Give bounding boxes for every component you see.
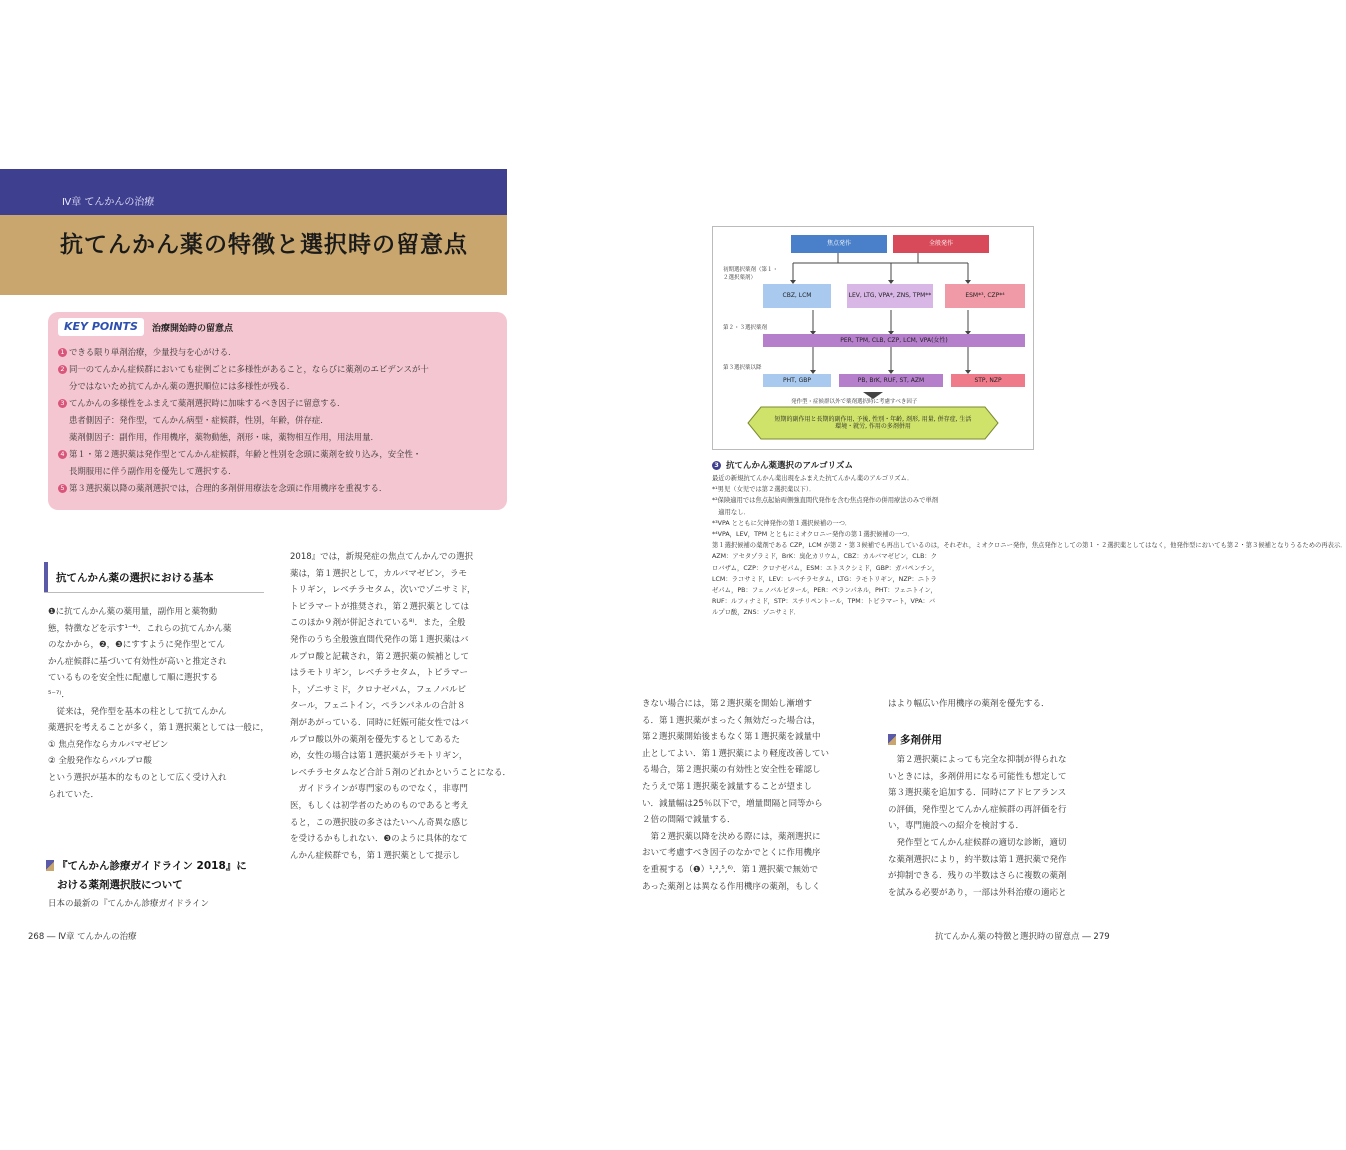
point-text: できる限り単剤治療，少量投与を心がける． <box>69 347 237 357</box>
text-line: たうえで第１選択薬を減量することが望まし <box>642 782 813 792</box>
section-heading-guideline-1: 『てんかん診療ガイドライン 2018』に <box>57 860 247 872</box>
first-choice-label: 初期選択薬剤（第１・２選択薬剤） <box>723 267 779 281</box>
text-line: ルプロ酸と記載され，第２選択薬の候補として <box>290 651 470 662</box>
section-heading-polytherapy: 多剤併用 <box>900 734 942 746</box>
pht-gbp-box: PHT, GBP <box>763 374 831 387</box>
section-marker-icon <box>46 860 54 871</box>
text-line: AZM：アセタゾラミド，BrK：臭化カリウム，CBZ：カルバマゼピン，CLB：ク <box>712 553 938 561</box>
text-line: ロバザム，CZP：クロナゼパム，ESM：エトスクシミド，GBP：ガバペンチン， <box>712 564 939 572</box>
text-line: ルプロ酸，ZNS：ゾニサミド． <box>712 609 800 617</box>
text-line <box>58 361 429 378</box>
point-number-badge: 2 <box>58 365 67 374</box>
text-line: 日本の最新の『てんかん診療ガイドライン <box>48 899 209 909</box>
text-line: ⁵⁻⁷⁾． <box>48 690 70 700</box>
key-points-badge: KEY POINTS <box>58 318 144 336</box>
text-line: トピラマートが推奨され，第２選択薬としては <box>290 601 470 612</box>
text-line: はより幅広い作用機序の薬剤を優先する． <box>888 699 1050 709</box>
text-line: ているものを安全性に配慮して順に選択する <box>48 673 219 684</box>
caption-title-text: 抗てんかん薬選択のアルゴリズム <box>725 461 853 471</box>
text-line <box>58 480 387 497</box>
text-line: 剤があがっている．同時に妊娠可能女性ではバ <box>290 718 469 728</box>
text-line: LCM：ラコサミド，LEV：レベチラセタム，LTG：ラモトリギン，NZP：ニトラ <box>712 575 937 583</box>
stp-nzp-box: STP, NZP <box>951 374 1025 387</box>
text-line: ❶に抗てんかん薬の薬用量，副作用と薬物動 <box>48 607 218 617</box>
key-points-heading: 治療開始時の留意点 <box>152 324 234 334</box>
point-number-badge: 1 <box>58 348 67 357</box>
text-line: *³VPA とともに欠神発作の第１選択候補の一つ． <box>712 519 852 527</box>
text-line: 薬は，第１選択として，カルバマゼピン，ラモ <box>290 568 468 579</box>
text-line: 薬選択を考えることが多く，第１選択薬としては一般に， <box>48 723 269 734</box>
text-line: かん症候群に基づいて有効性が高いと推定され <box>48 656 227 667</box>
text-line: を受けるかもしれない．❸のように具体的なて <box>290 834 468 845</box>
lev-ltg-box: LEV, LTG, VPA*, ZNS, TPM** <box>847 284 933 308</box>
point-text: てんかんの多様性をふまえて薬剤選択時に加味するべき因子に留意する． <box>69 398 346 408</box>
point-text: 分ではないため抗てんかん薬の選択順位には多様性が残る． <box>69 381 296 391</box>
point-text: 第１・第２選択薬は発作型とてんかん症候群，年齢と性別を念頭に薬剤を絞り込み，安全性・ <box>69 449 422 459</box>
text-line: られていた． <box>48 789 100 800</box>
third-choice-label: 第３選択薬以降 <box>723 365 762 371</box>
text-line: ると，この選択肢の多さはたいへん奇異な感じ <box>290 817 469 828</box>
section-marker-icon <box>888 734 896 745</box>
text-line: め，女性の場合は第１選択薬がラモトリギン， <box>290 751 468 762</box>
text-line: 最近の新規抗てんかん薬出現をふまえた抗てんかん薬のアルゴリズム． <box>712 475 914 482</box>
text-line: のなかから，❷，❸にすすように発作型とてん <box>48 640 225 651</box>
text-line <box>58 446 421 463</box>
text-line: 態，特徴などを示す¹⁻⁴⁾．これらの抗てんかん薬 <box>48 623 232 634</box>
caption-number-badge: 3 <box>712 461 721 470</box>
point-text: 患者側因子：発作型，てんかん病型・症候群，性別，年齢，併存症． <box>69 415 329 425</box>
text-line: きない場合には，第２選択薬を開始し漸増す <box>642 699 813 709</box>
second-choice-label: 第２・３選択薬剤 <box>723 325 768 331</box>
text-line <box>58 395 345 412</box>
text-line: ② 全般発作ならバルプロ酸 <box>48 756 152 767</box>
section-heading-guideline-2: おける薬剤選択肢について <box>57 879 183 891</box>
figure-caption-title <box>712 459 853 471</box>
text-line: あった薬剤とは異なる作用機序の薬剤，もしく <box>642 881 821 892</box>
page-title: 抗てんかん薬の特徴と選択時の留意点 <box>60 232 468 258</box>
footer-right: 抗てんかん薬の特徴と選択時の留意点 ― 279 <box>935 932 1110 942</box>
text-line: ① 焦点発作ならカルバマゼピン <box>48 739 169 750</box>
point-number-badge: 5 <box>58 484 67 493</box>
factors-label: 発作型・症候群以外で薬剤選択時に考慮すべき因子 <box>791 399 918 405</box>
text-line: 発作のうち全般強直間代発作の第１選択薬はバ <box>290 635 469 645</box>
text-line: ゼパム，PB：フェノバルビタール，PER：ペランパネル，PHT：フェニトイン， <box>712 587 937 594</box>
focal-seizure-box: 焦点発作 <box>791 235 887 253</box>
text-line: という選択が基本的なものとして広く受け入れ <box>48 773 227 783</box>
point-text: 長期服用に伴う副作用を優先して選択する． <box>69 466 237 476</box>
algorithm-figure <box>712 226 1034 450</box>
text-line: 発作型とてんかん症候群の適切な診断，適切 <box>888 838 1067 848</box>
text-line <box>58 412 329 429</box>
text-line: ト，ゾニサミド，クロナゼパム，フェノバルビ <box>290 684 466 695</box>
point-text: 第３選択薬以降の薬剤選択では，合理的多剤併用療法を念頭に作用機序を重視する． <box>69 483 388 493</box>
factors-box: 短期的副作用と長期的副作用, 予後, 性別・年齢, 剤形, 用量, 併存症, 生活環境・就労, 作用の多剤併用 <box>774 415 972 430</box>
text-line: 医，もしくは初学者のためのものであると考え <box>290 801 469 811</box>
text-line: な薬剤選択により，約半数は第１選択薬で発作 <box>888 854 1067 865</box>
text-line: 2018』では，新規発症の焦点てんかんでの選択 <box>290 552 474 562</box>
text-line <box>58 344 237 361</box>
pb-brk-box: PB, BrK, RUF, ST, AZM <box>839 374 943 387</box>
text-line: い，専門施設への紹介を検討する． <box>888 821 1025 832</box>
text-line: 適用なし． <box>712 508 750 516</box>
text-line: を試みる必要があり，一部は外科治療の適応と <box>888 887 1067 898</box>
point-text: 同一のてんかん症候群においても症例ごとに多様性があること，ならびに薬剤のエビデンスが十 <box>69 364 429 374</box>
text-line: る場合，第２選択薬の有効性と安全性を確認し <box>642 765 821 776</box>
text-line: 第２選択薬以降を決める際には，薬剤選択に <box>642 831 821 842</box>
text-line: ルプロ酸以外の薬剤を優先するとしてあるた <box>290 734 461 745</box>
text-line: が抑制できる．残りの半数はさらに複数の薬剤 <box>888 871 1067 882</box>
text-line: レベチラセタムなど合計５剤のどれかということになる． <box>290 767 512 778</box>
text-line: い．減量幅は25％以下で，増量間隔と同等から <box>642 798 823 809</box>
chapter-label: Ⅳ章 てんかんの治療 <box>62 197 155 208</box>
text-line: はラモトリギン，レベチラセタム，トピラマー <box>290 668 468 679</box>
text-line: いときには，多剤併用になる可能性も想定して <box>888 771 1067 782</box>
text-line: を重視する（❶）¹,²,⁵,⁶⁾．第１選択薬で無効で <box>642 865 818 875</box>
text-line: ２倍の間隔で減量する． <box>642 815 736 826</box>
text-line: んかん症候群でも，第１選択薬として提示し <box>290 850 461 861</box>
text-line <box>58 429 379 446</box>
text-line: 止としてよい．第１選択薬により軽度改善してい <box>642 748 830 759</box>
text-line: RUF：ルフィナミド，STP：スチリペントール，TPM：トピラマート，VPA：バ <box>712 598 936 606</box>
text-line: このほか９剤が併記されている⁸⁾．また，全般 <box>290 618 466 629</box>
footer-left: 268 ― Ⅳ章 てんかんの治療 <box>28 932 137 942</box>
second-choice-box: PER, TPM, CLB, CZP, LCM, VPA(女性) <box>763 334 1025 347</box>
esm-czp-box: ESM*³, CZP*⁴ <box>945 284 1025 308</box>
text-line <box>58 463 237 480</box>
text-line: 第２選択薬開始後まもなく第１選択薬を減量中 <box>642 732 821 743</box>
text-line: *¹男児（女児では第２選択薬以下）． <box>712 486 816 494</box>
text-line: トリギン，レベチラセタム，次いでゾニサミド， <box>290 585 476 596</box>
text-line: おいて考慮すべき因子のなかでとくに作用機序 <box>642 848 821 859</box>
section-heading-basics: 抗てんかん薬の選択における基本 <box>56 572 214 584</box>
chapter-bar <box>0 169 507 215</box>
text-line: ガイドラインが専門家のものでなく，非専門 <box>290 784 468 795</box>
text-line: 第２選択薬によっても完全な抑制が得られな <box>888 755 1067 765</box>
text-line: タール，フェニトイン，ペランパネルの合計８ <box>290 701 466 712</box>
text-line: 第３選択薬を追加する．同時にアドヒアランス <box>888 788 1067 799</box>
point-number-badge: 4 <box>58 450 67 459</box>
generalized-seizure-box: 全般発作 <box>893 235 989 253</box>
text-line: る．第１選択薬がまったく無効だった場合は， <box>642 715 821 726</box>
text-line: 従来は，発作型を基本の柱として抗てんかん <box>48 706 227 717</box>
text-line: *⁴VPA，LEV，TPM とともにミオクロニー発作の第１選択候補の一つ． <box>712 531 914 538</box>
text-line: 第１選択候補の薬剤である CZP，LCM が第２・第３候補でも再出しているのは，それぞれ，ミオクロニー発作，焦点発作としての第１・２選択薬としてはなく，他発作型においても第２・第３候補となりうるための再表示． <box>712 542 1346 550</box>
point-number-badge: 3 <box>58 399 67 408</box>
text-line: の評価，発作型とてんかん症候群の再評価を行 <box>888 804 1067 815</box>
section-heading-bar <box>44 562 48 592</box>
text-line <box>58 378 295 395</box>
cbz-lcm-box: CBZ, LCM <box>763 284 831 308</box>
text-line: *²保険適用では焦点起始両側強直間代発作を含む焦点発作の併用療法のみで単剤 <box>712 497 939 505</box>
point-text: 薬剤側因子：副作用，作用機序，薬物動態，剤形・味，薬物相互作用，用法用量． <box>69 432 379 442</box>
